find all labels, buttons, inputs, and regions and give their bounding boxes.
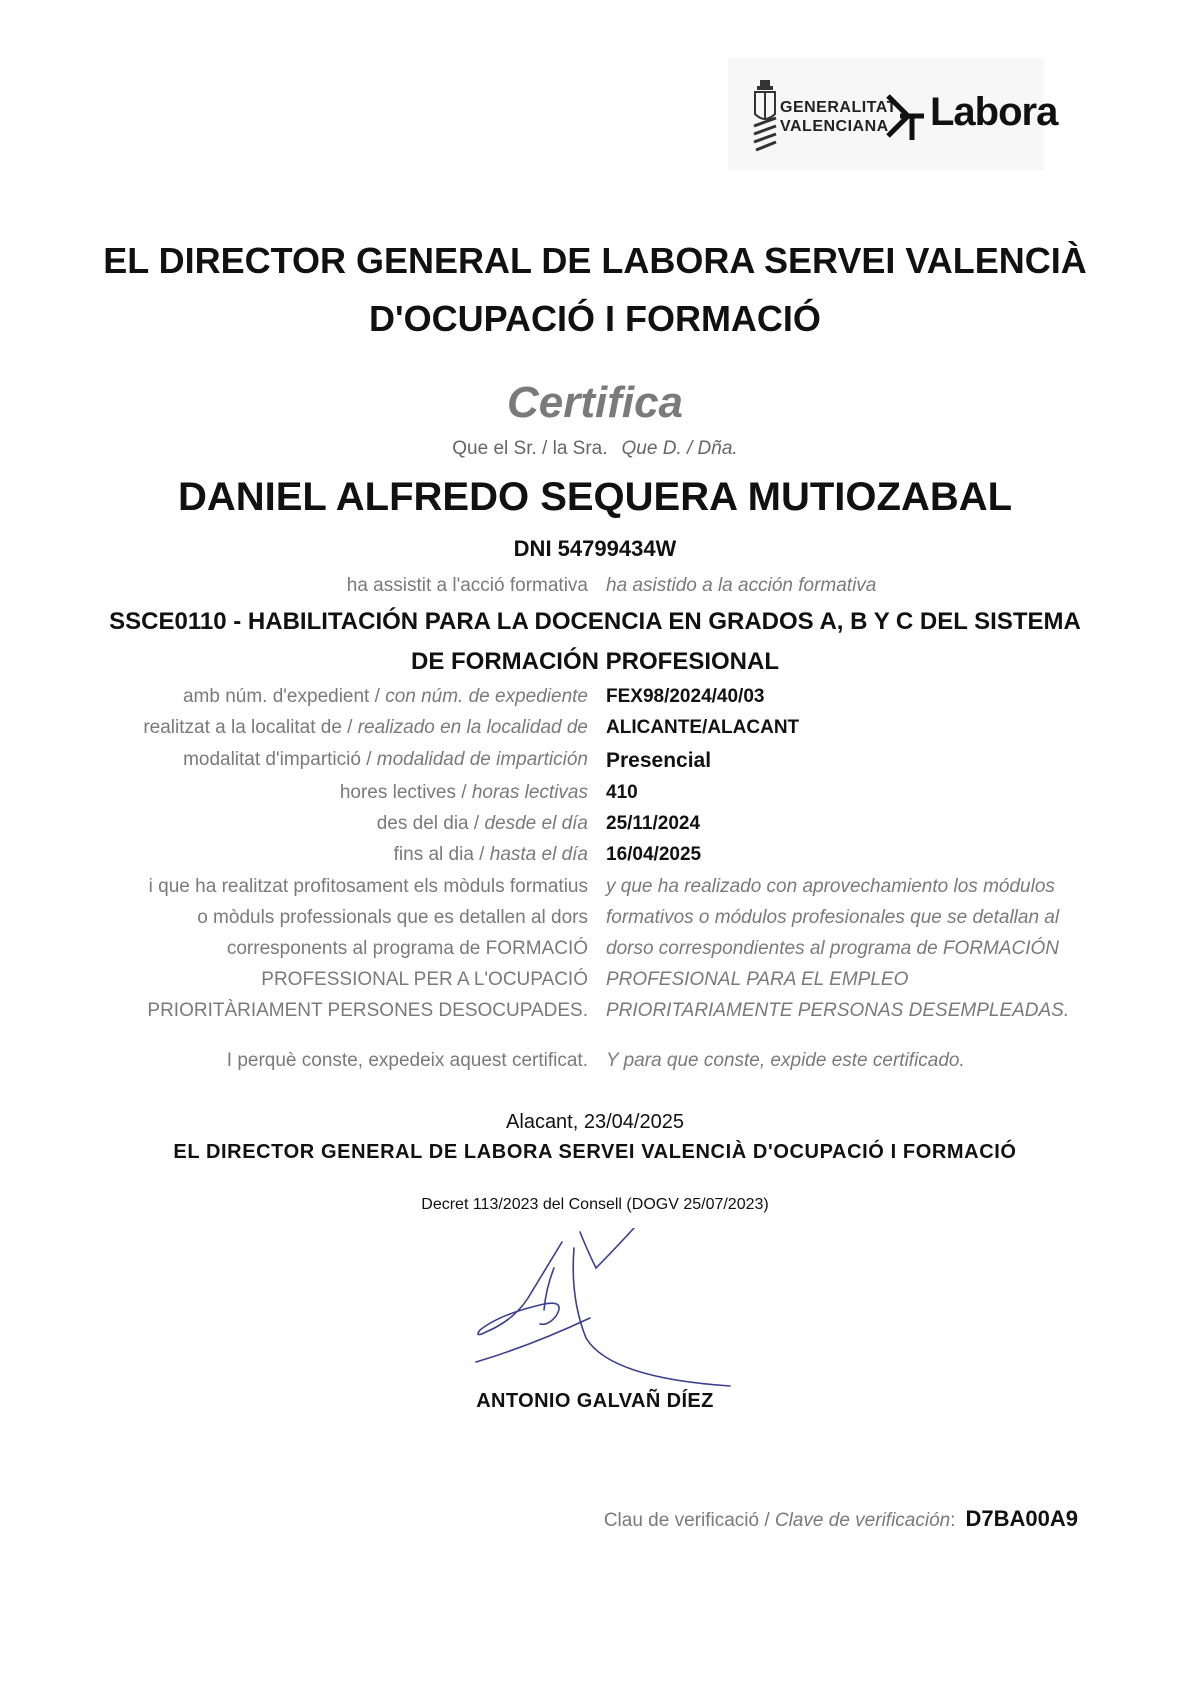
detail-label-hasta: fins al dia / hasta el día: [393, 844, 588, 865]
detail-label-expedient: amb núm. d'expedient / con núm. de expediente: [182, 686, 588, 707]
detail-label-horas: hores lectives / horas lectivas: [339, 782, 588, 803]
detail-label-modalidad: modalitat d'impartició / modalidad de impartición: [183, 749, 588, 770]
detail-value-horas: 410: [606, 782, 638, 803]
handwritten-signature-icon: [470, 1228, 750, 1388]
generalitat-line1: GENERALITAT: [780, 99, 897, 116]
paragraph-es-line: PRIORITARIAMENTE PERSONAS DESEMPLEADAS.: [606, 1000, 1070, 1021]
detail-value-localidad: ALICANTE/ALACANT: [606, 717, 800, 738]
labora-logo-text: Labora: [930, 90, 1058, 134]
detail-value-desde: 25/11/2024: [606, 813, 701, 834]
detail-value-modalidad: Presencial: [606, 749, 712, 772]
certifica-title: Certifica: [506, 378, 684, 427]
paragraph-ca-line: PRIORITÀRIAMENT PERSONES DESOCUPADES.: [147, 1000, 588, 1021]
city-date: Alacant, 23/04/2025: [506, 1111, 684, 1133]
detail-label-localidad: realitzat a la localitat de / realizado en la localidad de: [143, 717, 588, 738]
detail-label-desde: des del dia / desde el día: [376, 813, 588, 834]
paragraph-es-line: dorso correspondientes al programa de FORMACIÓN: [606, 938, 1060, 959]
verification-label-es: Clave de verificación: [774, 1510, 951, 1531]
verification-line: [604, 1506, 1078, 1532]
detail-value-expedient: FEX98/2024/40/03: [606, 686, 765, 707]
person-name: DANIEL ALFREDO SEQUERA MUTIOZABAL: [177, 475, 1013, 519]
paragraph-ca-line: PROFESSIONAL PER A L'OCUPACIÓ: [261, 969, 588, 990]
generalitat-emblem-icon: [752, 80, 778, 152]
paragraph-es-line: PROFESIONAL PARA EL EMPLEO: [606, 969, 909, 990]
detail-value-hasta: 16/04/2025: [606, 844, 702, 865]
signer-title: EL DIRECTOR GENERAL DE LABORA SERVEI VALENCIÀ D'OCUPACIÓ I FORMACIÓ: [173, 1141, 1017, 1163]
paragraph-ca: [147, 871, 588, 1026]
course-line2: DE FORMACIÓN PROFESIONAL: [410, 648, 779, 675]
paragraph-ca-line: o mòduls professionals que es detallen al dors: [197, 907, 588, 928]
intro-ca: Que el Sr. / la Sra.: [452, 438, 608, 459]
course-line1: SSCE0110 - HABILITACIÓN PARA LA DOCENCIA EN GRADOS A, B Y C DEL SISTEMA: [109, 608, 1081, 635]
closing-ca: I perquè conste, expedeix aquest certificat.: [226, 1050, 588, 1071]
document-heading: [0, 232, 1190, 348]
signer-name: ANTONIO GALVAÑ DÍEZ: [476, 1390, 714, 1412]
verification-label-ca: Clau de verificació /: [603, 1510, 775, 1531]
decree-reference: Decret 113/2023 del Consell (DOGV 25/07/2023): [421, 1196, 769, 1213]
paragraph-es-line: formativos o módulos profesionales que se detallan al: [606, 907, 1060, 928]
heading-line1: EL DIRECTOR GENERAL DE LABORA SERVEI VALENCIÀ: [103, 240, 1087, 281]
verification-colon: :: [950, 1510, 956, 1531]
heading-line2: D'OCUPACIÓ I FORMACIÓ: [369, 298, 821, 339]
paragraph-es: [606, 871, 1069, 1026]
paragraph-es-line: y que ha realizado con aprovechamiento los módulos: [606, 876, 1055, 897]
labora-logo-icon: [886, 92, 926, 142]
attended-es: ha asistido a la acción formativa: [606, 575, 877, 596]
course-title: [0, 602, 1190, 682]
intro-line: [0, 438, 1190, 460]
generalitat-line2: VALENCIANA: [780, 118, 889, 135]
paragraph-ca-line: i que ha realitzat profitosament els mòduls formatius: [148, 876, 588, 897]
paragraph-ca-line: corresponents al programa de FORMACIÓ: [226, 938, 588, 959]
closing-es: Y para que conste, expide este certificado.: [606, 1050, 965, 1071]
verification-code: D7BA00A9: [965, 1506, 1078, 1531]
intro-es: Que D. / Dña.: [621, 438, 738, 459]
person-dni: DNI 54799434W: [513, 536, 677, 561]
attended-label: [347, 575, 588, 597]
attended-ca: ha assistit a l'acció formativa: [346, 575, 588, 596]
generalitat-logo-text: [780, 98, 897, 136]
